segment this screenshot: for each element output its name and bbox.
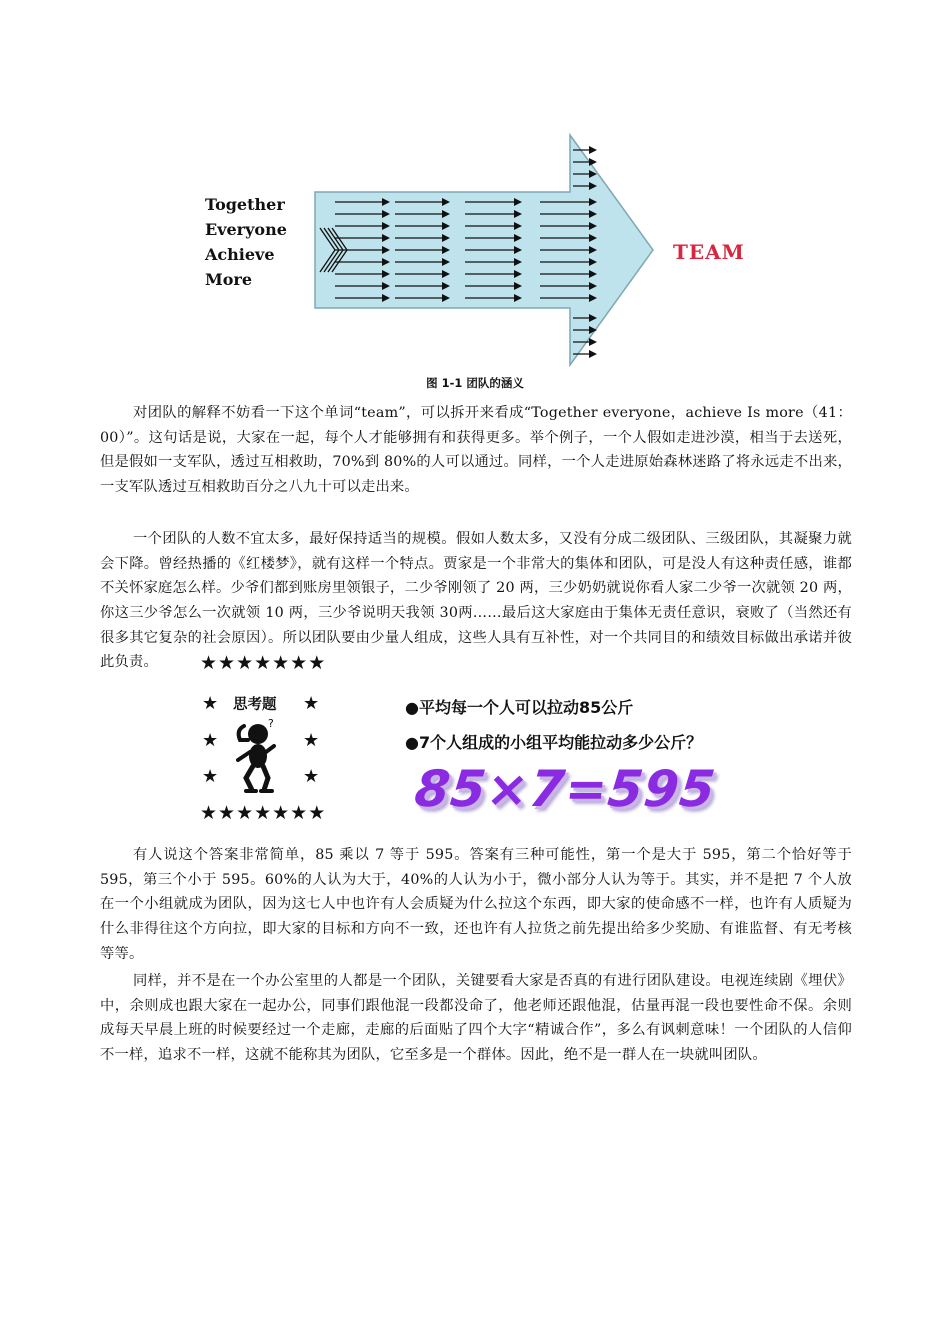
acronym-word: Achieve [205,245,275,264]
star-icon: ★ [202,693,219,714]
star-icon: ★ [303,766,320,787]
stars-row-bottom: ★★★★★★★ [200,802,327,824]
question-line-1: ●平均每一个人可以拉动85公斤 [405,698,634,717]
star-icon: ★ [303,730,320,751]
acronym-word: Together [205,195,285,214]
paragraph-office-team: 同样，并不是在一个办公室里的人都是一个团队，关键要看大家是否真的有进行团队建设。电视连续剧《埋伏》中，余则成也跟大家在一起办公，同事们跟他混一段都没命了，他老师还跟他混，估量再混一段也要性命不保。余则成每天早晨上班的时候要经过一个走廊，走廊的后面贴了四个大字“精诚合作”，多么有讽刺意味！一个团队的人信仰不一样，追求不一样，这就不能称其为团队，它至多是一个群体。因此，绝不是一群人在一块就叫团队。 [100,973,852,1064]
team-label: TEAM [673,240,745,264]
acronym-word: Everyone [205,220,287,239]
paragraph-team-meaning: 对团队的解释不妨看一下这个单词“team”，可以拆开来看成“Together everyone，achieve Is more（41：00）”。这句话是说，大家在一起，每个人才能够拥有和获得更多。举个例子，一个人假如走进沙漠，相当于去送死，但是假如一支军队，透过互相救助，70%到 80%的人可以通过。同样，一个人走进原始森林迷路了将永远走不出来，一支军队透过互相救助百分之八九十可以走出来。 [100,405,852,496]
figure-caption: 图 1-1 团队的涵义 [426,376,524,390]
thinking-question-title: 思考题 [233,697,277,713]
acronym-word: More [205,270,252,289]
stars-row-top: ★★★★★★★ [200,652,327,674]
star-icon: ★ [202,730,219,751]
acronym-list [205,192,287,292]
small-arrow-head [589,338,597,346]
thinking-question-box [195,650,755,830]
paragraph-answer-discussion: 有人说这个答案非常简单，85 乘以 7 等于 595。答案有三种可能性，第一个是大于 595，第二个恰好等于 595，第三个小于 595。60%的人认为大于，40%的人认为小于，微小部分人认为等于。其实，并不是把 7 个人放在一个小组就成为团队，因为这七人中也许有人会质疑为什么拉这个东西，即大家的使命感不一样，也许有人质疑为什么非得往这个方向拉，即大家的目标和方向不一致，还也许有人拉货之前先提出给多少奖励、有谁监督、有无考核等等。 [100,847,852,962]
small-arrow-head [589,146,597,154]
small-arrow-head [589,158,597,166]
small-arrow-head [589,350,597,358]
answer-equation: 85×7=595 [411,760,719,818]
team-figure [195,130,755,375]
star-icon: ★ [303,693,320,714]
star-icon: ★ [202,766,219,787]
svg-text:?: ? [268,718,274,730]
thinking-person-icon [230,718,290,796]
question-line-2: ●7个人组成的小组平均能拉动多少公斤？ [405,733,703,752]
paragraph-team-size: 一个团队的人数不宜太多，最好保持适当的规模。假如人数太多，又没有分成二级团队、三级团队，其凝聚力就会下降。曾经热播的《红楼梦》，就有这样一个特点。贾家是一个非常大的集体和团队，可是没人有这种责任感，谁都不关怀家庭怎么样。少爷们都到账房里领银子，二少爷刚领了 20 两，三少奶奶就说你看人家二少爷一次就领 20 两，你这三少爷怎么一次就领 10 两，三少爷说明天我领 30两……最后这大家庭由于集体无责任意识，衰败了（当然还有很多其它复杂的社会原因）。所以团队要由少量人组成，这些人具有互补性，对一个共同目的和绩效目标做出承诺并彼此负责。 [100,531,853,671]
